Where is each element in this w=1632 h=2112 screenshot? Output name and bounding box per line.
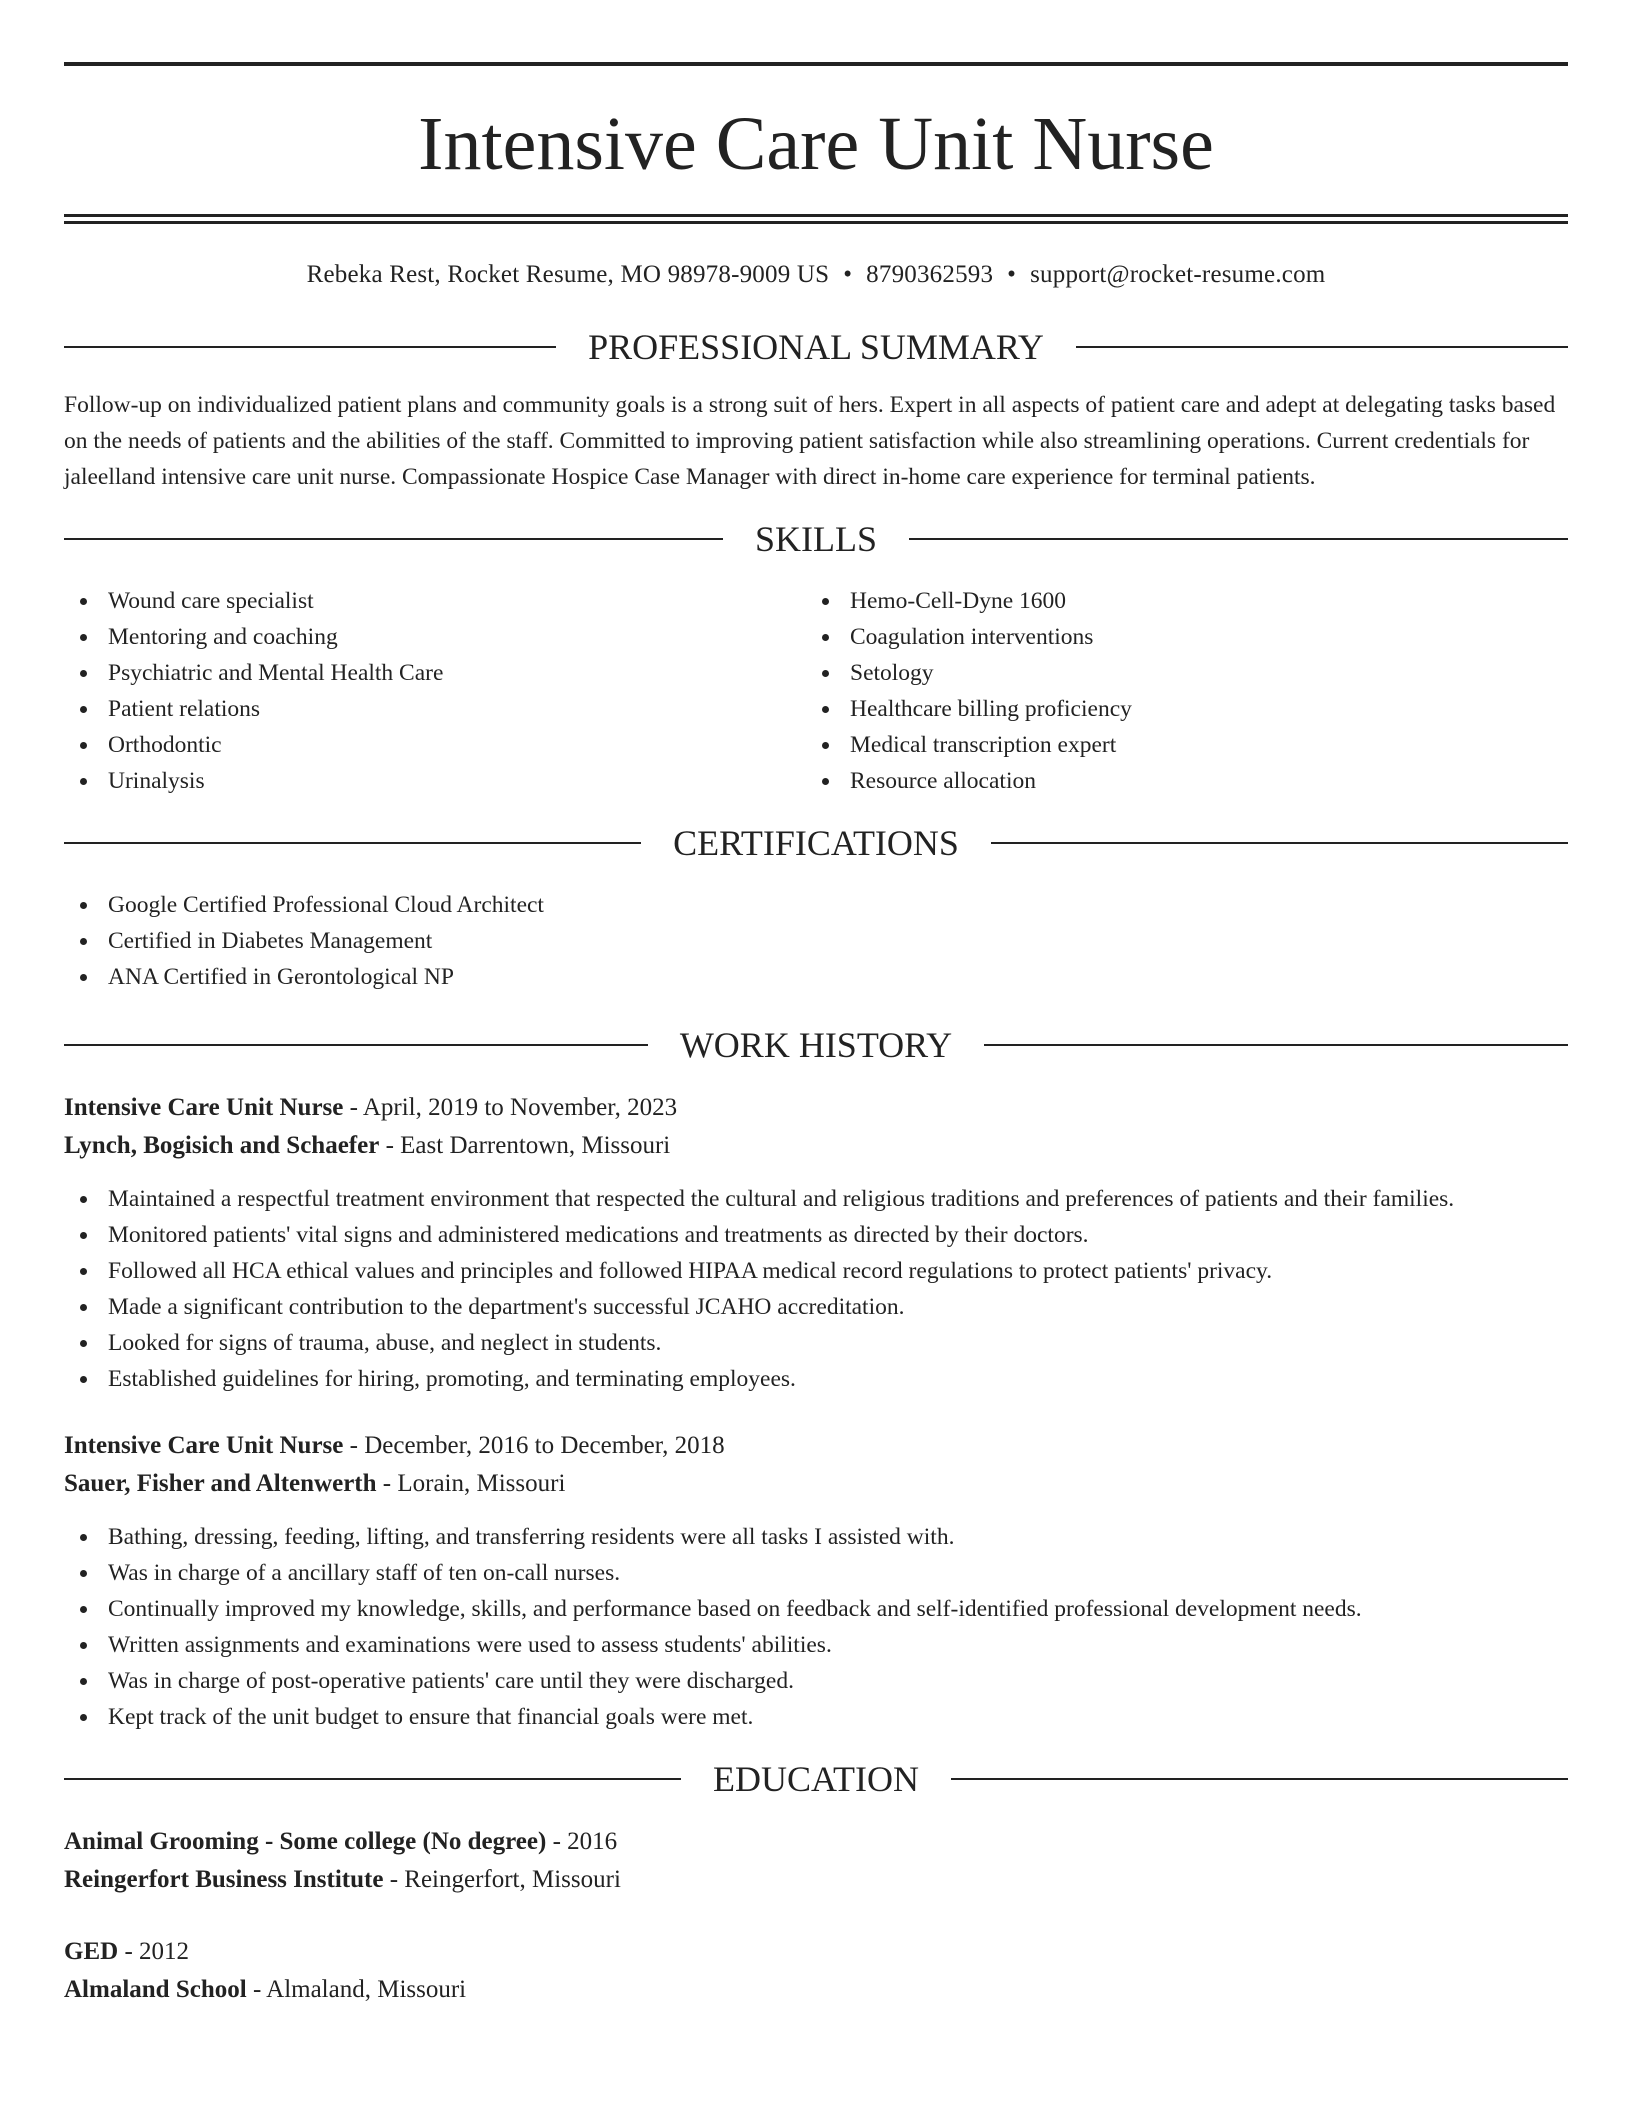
list-item: Was in charge of post-operative patients' care until they were discharged. (64, 1663, 1568, 1699)
education-school-line (64, 1971, 1568, 2009)
list-item: Healthcare billing proficiency (806, 691, 1548, 727)
list-item: Followed all HCA ethical values and principles and followed HIPAA medical record regulations to protect patients' privacy. (64, 1253, 1568, 1289)
title-double-rule (64, 214, 1568, 224)
list-item: Kept track of the unit budget to ensure that financial goals were met. (64, 1699, 1568, 1735)
section-title: CERTIFICATIONS (673, 823, 959, 863)
contact-separator: • (843, 261, 853, 288)
job-dates: - December, 2016 to December, 2018 (343, 1432, 725, 1459)
section-heading-work (64, 1027, 1568, 1063)
list-item: Written assignments and examinations were used to assess students' abilities. (64, 1627, 1568, 1663)
education-location: - Reingerfort, Missouri (383, 1866, 621, 1893)
education-degree-line (64, 1823, 1568, 1861)
contact-address: Rebeka Rest, Rocket Resume, MO 98978-9009 US (306, 261, 830, 288)
list-item: Was in charge of a ancillary staff of ten on-call nurses. (64, 1555, 1568, 1591)
list-item: Mentoring and coaching (64, 619, 806, 655)
list-item: Continually improved my knowledge, skills, and performance based on feedback and self-identified professional development needs. (64, 1591, 1568, 1627)
heading-rule (951, 1778, 1568, 1780)
job-company: Sauer, Fisher and Altenwerth (64, 1470, 377, 1497)
education-degree: GED (64, 1938, 119, 1965)
heading-rule (64, 1778, 681, 1780)
heading-rule (64, 538, 723, 540)
job-title: Intensive Care Unit Nurse (64, 1094, 344, 1121)
list-item: Certified in Diabetes Management (64, 923, 1568, 959)
list-item: Resource allocation (806, 763, 1548, 799)
list-item: Coagulation interventions (806, 619, 1548, 655)
section-heading-certifications (64, 825, 1568, 861)
contact-separator: • (1007, 261, 1017, 288)
list-item: ANA Certified in Gerontological NP (64, 959, 1568, 995)
section-title: PROFESSIONAL SUMMARY (588, 327, 1044, 367)
list-item: Made a significant contribution to the department's successful JCAHO accreditation. (64, 1289, 1568, 1325)
job-title: Intensive Care Unit Nurse (64, 1432, 344, 1459)
education-school: Almaland School (64, 1976, 247, 2003)
page-title: Intensive Care Unit Nurse (418, 102, 1214, 186)
heading-rule (984, 1044, 1568, 1046)
list-item: Looked for signs of trauma, abuse, and neglect in students. (64, 1325, 1568, 1361)
section-title: SKILLS (755, 519, 878, 559)
education-location: - Almaland, Missouri (246, 1976, 467, 2003)
section-heading-summary (64, 329, 1568, 365)
job-company-line (64, 1127, 1568, 1165)
job-title-line (64, 1427, 1568, 1465)
heading-rule (64, 842, 641, 844)
list-item: Monitored patients' vital signs and administered medications and treatments as directed by their doctors. (64, 1217, 1568, 1253)
list-item: Hemo-Cell-Dyne 1600 (806, 583, 1548, 619)
job-bullets (64, 1181, 1568, 1397)
education-school-line (64, 1861, 1568, 1899)
list-item: Bathing, dressing, feeding, lifting, and transferring residents were all tasks I assisted with. (64, 1519, 1568, 1555)
education-degree: Animal Grooming - Some college (No degree) (64, 1828, 547, 1855)
education-school: Reingerfort Business Institute (64, 1866, 384, 1893)
certifications-list (64, 887, 1568, 995)
job-dates: - April, 2019 to November, 2023 (343, 1094, 678, 1121)
job-bullets (64, 1519, 1568, 1735)
job-location: - Lorain, Missouri (376, 1470, 566, 1497)
heading-rule (909, 538, 1568, 540)
heading-rule (64, 1044, 648, 1046)
education-entry (64, 1933, 1568, 2009)
skills-grid (64, 583, 1568, 799)
list-item: Google Certified Professional Cloud Architect (64, 887, 1568, 923)
education-degree-line (64, 1933, 1568, 1971)
list-item: Psychiatric and Mental Health Care (64, 655, 806, 691)
contact-phone: 8790362593 (866, 261, 994, 288)
list-item: Orthodontic (64, 727, 806, 763)
list-item: Medical transcription expert (806, 727, 1548, 763)
top-rule (64, 62, 1568, 66)
heading-rule (991, 842, 1568, 844)
skills-list-right (806, 583, 1548, 799)
job-entry (64, 1427, 1568, 1735)
contact-email: support@rocket-resume.com (1030, 261, 1326, 288)
heading-rule (64, 346, 556, 348)
job-company: Lynch, Bogisich and Schaefer (64, 1132, 380, 1159)
resume-body (64, 62, 1568, 2009)
job-company-line (64, 1465, 1568, 1503)
section-title: WORK HISTORY (679, 1025, 953, 1065)
education-entry (64, 1823, 1568, 1899)
section-heading-education (64, 1761, 1568, 1797)
section-heading-skills (64, 521, 1568, 557)
list-item: Setology (806, 655, 1548, 691)
list-item: Established guidelines for hiring, promoting, and terminating employees. (64, 1361, 1568, 1397)
education-year: - 2012 (118, 1938, 190, 1965)
list-item: Maintained a respectful treatment environment that respected the cultural and religious traditions and preferences of patients and their families. (64, 1181, 1568, 1217)
list-item: Wound care specialist (64, 583, 806, 619)
job-entry (64, 1089, 1568, 1397)
section-title: EDUCATION (713, 1759, 919, 1799)
list-item: Urinalysis (64, 763, 806, 799)
heading-rule (1076, 346, 1568, 348)
job-title-line (64, 1089, 1568, 1127)
list-item: Patient relations (64, 691, 806, 727)
job-location: - East Darrentown, Missouri (379, 1132, 671, 1159)
contact-line (64, 262, 1568, 287)
education-year: - 2016 (546, 1828, 618, 1855)
skills-list-left (64, 583, 806, 799)
summary-text: Follow-up on individualized patient plans and community goals is a strong suit of hers. Expert in all aspects of patient care and adept at delegating tasks based on the needs of patients and the abilities of the staff. Committed to improving patient satisfaction while also streamlining operations. Current credentials for jaleelland intensive care unit nurse. Compassionate Hospice Case Manager with direct in-home care experience for terminal patients. (64, 392, 1556, 490)
